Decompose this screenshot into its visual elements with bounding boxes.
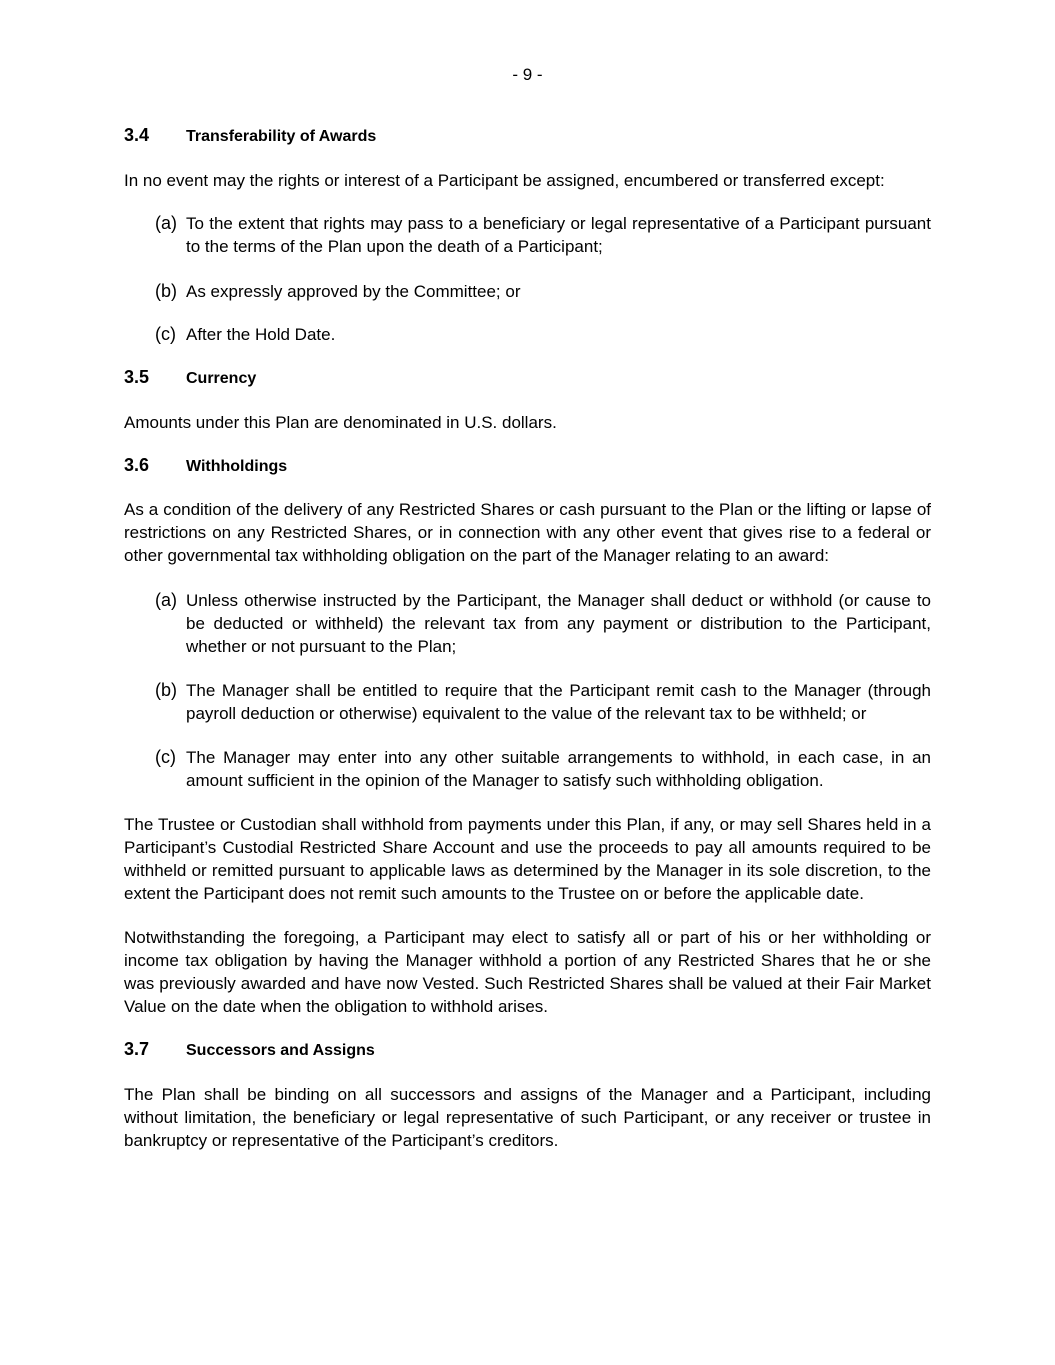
section-intro: Amounts under this Plan are denominated in U.S. dollars. xyxy=(124,413,557,432)
list-item-text: The Manager may enter into any other suitable arrangements to withhold, in each case, in an amount sufficient in the opinion of the Manager to satisfy such withholding obligation. xyxy=(186,748,931,790)
list-item xyxy=(155,280,931,303)
section-number: 3.7 xyxy=(124,1039,150,1059)
section-title: Successors and Assigns xyxy=(186,1042,375,1059)
list-item-text: As expressly approved by the Committee; or xyxy=(186,282,521,301)
section-heading-3-5 xyxy=(124,366,256,390)
list-item xyxy=(155,323,931,346)
section-heading-3-7 xyxy=(124,1038,375,1062)
page-number: - 9 - xyxy=(512,65,543,84)
section-number: 3.4 xyxy=(124,125,150,145)
section-title: Currency xyxy=(186,370,257,387)
section-intro: The Plan shall be binding on all successors and assigns of the Manager and a Participant, including without limitation, the beneficiary or legal representative of such Participant, or any receiver or trustee in bankruptcy or representative of the Participant’s creditors. xyxy=(124,1085,931,1150)
list-item xyxy=(155,589,931,658)
list-item-text: The Manager shall be entitled to require that the Participant remit cash to the Manager (through payroll deduction or otherwise) equivalent to the value of the relevant tax to be withheld; or xyxy=(186,681,931,723)
list-item-text: To the extent that rights may pass to a beneficiary or legal representative of a Participant pursuant to the terms of the Plan upon the death of a Participant; xyxy=(186,214,931,256)
paragraph: Notwithstanding the foregoing, a Participant may elect to satisfy all or part of his or her withholding or income tax obligation by having the Manager withhold a portion of any Restricted Shares that he or she was previously awarded and have now Vested. Such Restricted Shares shall be valued at their Fair Market Value on the date when the obligation to withhold arises. xyxy=(124,928,931,1016)
list-item xyxy=(155,212,931,258)
list-item-text: Unless otherwise instructed by the Participant, the Manager shall deduct or withhold (or cause to be deducted or withheld) the relevant tax from any payment or distribution to the Participant, whether or not pursuant to the Plan; xyxy=(186,591,931,656)
paragraph: The Trustee or Custodian shall withhold from payments under this Plan, if any, or may sell Shares held in a Participant’s Custodial Restricted Share Account and use the proceeds to pay all amounts required to be withheld or remitted pursuant to applicable laws as determined by the Manager in its sole discretion, to the extent the Participant does not remit such amounts to the Trustee on or before the applicable date. xyxy=(124,815,931,903)
list-marker: (a) xyxy=(155,213,177,233)
section-title: Transferability of Awards xyxy=(186,128,377,145)
list-marker: (b) xyxy=(155,281,177,301)
list-item-text: After the Hold Date. xyxy=(186,325,336,344)
list-item xyxy=(155,746,931,792)
list-marker: (c) xyxy=(155,747,176,767)
section-intro: As a condition of the delivery of any Restricted Shares or cash pursuant to the Plan or the lifting or lapse of restrictions on any Restricted Shares, or in connection with any other event that gives rise to a federal or other governmental tax withholding obligation on the part of the Manager relating to an award: xyxy=(124,500,931,565)
list-item xyxy=(155,679,931,725)
section-number: 3.6 xyxy=(124,455,150,475)
list-marker: (a) xyxy=(155,590,177,610)
section-heading-3-4 xyxy=(124,124,376,148)
section-heading-3-6 xyxy=(124,454,287,478)
section-title: Withholdings xyxy=(186,458,288,475)
list-marker: (c) xyxy=(155,324,176,344)
section-intro: In no event may the rights or interest of a Participant be assigned, encumbered or transferred except: xyxy=(124,171,885,190)
list-marker: (b) xyxy=(155,680,177,700)
section-number: 3.5 xyxy=(124,367,150,387)
